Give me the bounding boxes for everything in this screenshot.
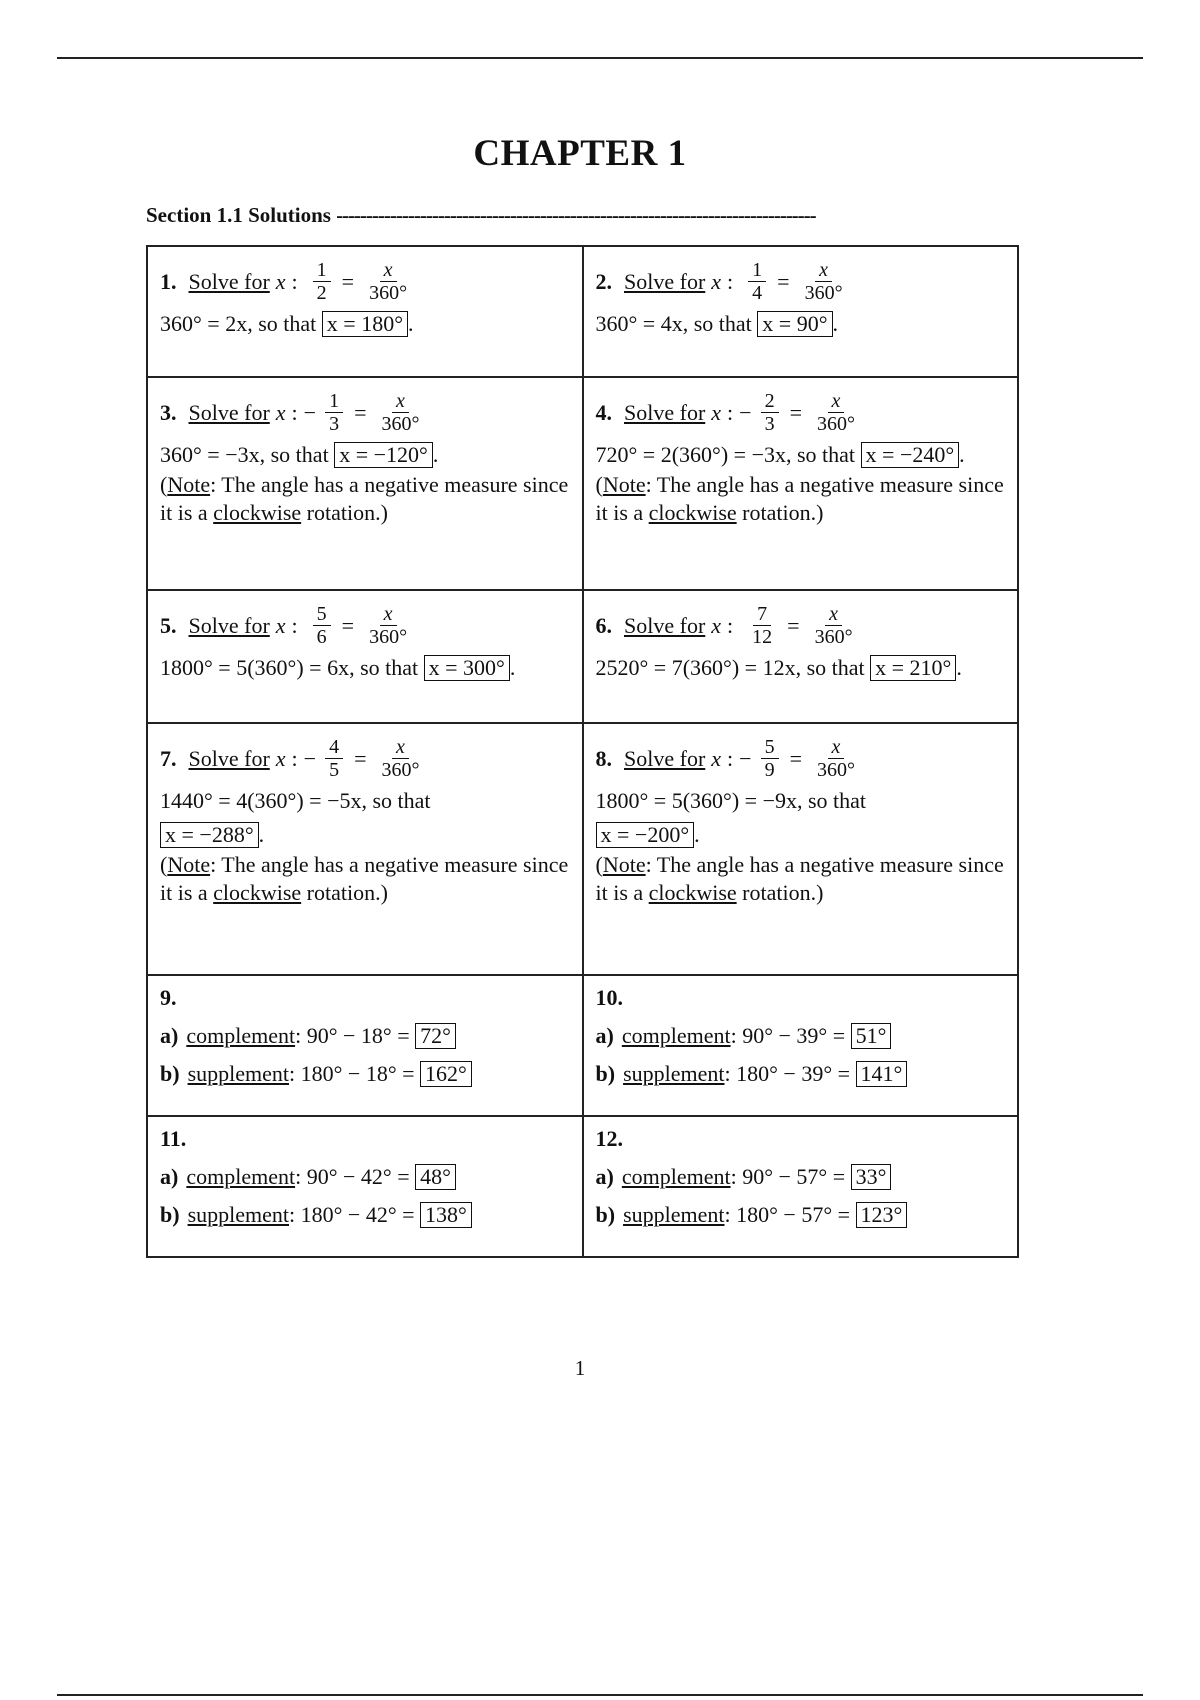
problem-cell [147,1116,583,1257]
problem-statement [596,736,1006,781]
problem-cell [583,1116,1019,1257]
problem-number: 2. [595,268,612,294]
fraction [325,390,343,435]
table-row [147,377,1018,590]
fraction-denominator: 9 [764,759,775,781]
fraction-numerator: x [828,390,845,413]
equals-sign: = [787,612,800,638]
note-open: ( [595,472,603,497]
so-that-label: so that [807,788,867,813]
work-expression: 2520° = 7(360°) = 12x, [595,655,802,680]
complement-label: complement [186,1023,296,1048]
fraction-numerator: 1 [325,390,343,413]
note-open: ( [160,852,168,877]
work-line [596,787,1006,815]
part-letter: a) [595,1164,614,1189]
note-body: : The angle has a negative measure since it is a [160,472,569,525]
note-body: : The angle has a negative measure since it is a [595,852,1004,905]
clockwise-word: clockwise [648,880,737,905]
fraction-numerator: 2 [761,390,779,413]
note-label: Note [167,852,211,877]
work-line: 360° = 4x, so that x = 90° . [595,311,838,336]
solve-for-label: Solve for [624,268,706,294]
note-end: rotation.) [736,500,824,525]
note-end: rotation.) [301,880,388,905]
so-that-label: so that [796,442,856,467]
variable: x [711,399,722,425]
sign: − [303,399,317,425]
problem-cell [583,246,1019,377]
solutions-table [146,245,1019,1258]
note-text [596,851,1006,907]
answer-box: x = 90° [757,311,832,337]
problem-content [596,984,1006,1088]
problem-statement [596,259,1006,304]
fraction [325,736,343,781]
part-letter: a) [160,1164,179,1189]
sign: − [739,745,752,771]
answer-box: x = −200° [596,822,695,848]
problem-statement [160,603,570,648]
problem-number: 9. [160,985,177,1010]
work-line: 720° = 2(360°) = −3x, so that x = −240° . [595,442,965,467]
supplement-answer: 141° [856,1061,908,1087]
problem-cell [583,590,1019,723]
colon: : [727,399,734,425]
problem-content [160,603,570,682]
problem-content [160,390,570,527]
work-line: 360° = −3x, so that x = −120° . [160,442,439,467]
complement-answer: 51° [851,1023,892,1049]
colon: : [730,1023,737,1048]
variable: x [711,745,722,771]
complement-answer: 33° [851,1164,892,1190]
note-open: ( [160,472,168,497]
fraction-denominator: 360° [817,759,855,781]
fraction [313,603,331,648]
fraction [813,390,859,435]
colon: : [289,1061,296,1086]
supplement-label: supplement [623,1061,725,1086]
fraction-denominator: 360° [369,282,408,304]
complement-line [160,1022,570,1050]
complement-answer: 48° [415,1164,456,1190]
note-label: Note [602,472,646,497]
problem-content [596,603,1006,682]
fraction [313,259,331,304]
answer-box: x = −120° [334,442,433,468]
fraction-denominator: 360° [804,282,843,304]
work-line: 2520° = 7(360°) = 12x, so that x = 210° . [595,655,962,680]
answer-line: x = −288° . [160,821,570,849]
variable: x [711,612,722,638]
supplement-expression: 180° − 18° = [300,1061,415,1086]
fraction-denominator: 360° [381,759,420,781]
problem-cell [583,723,1019,975]
supplement-answer: 123° [856,1202,908,1228]
fraction-denominator: 3 [329,413,340,435]
fraction [378,736,424,781]
problem-number: 11. [160,1126,187,1151]
answer-box: x = −288° [160,822,259,848]
part-letter: b) [595,1061,616,1086]
variable: x [275,399,286,425]
colon: : [727,268,734,294]
fraction-denominator: 3 [764,413,775,435]
note-end: rotation.) [301,500,388,525]
equals-sign: = [789,399,802,425]
complement-line [596,1163,1006,1191]
complement-expression: 90° − 39° = [742,1023,846,1048]
colon: : [724,1202,731,1227]
problem-cell [583,377,1019,590]
top-rule [57,57,1143,59]
problem-statement [160,390,570,435]
problem-cell [147,975,583,1116]
problem-content [596,259,1006,338]
supplement-line [596,1201,1006,1229]
complement-line [160,1163,570,1191]
work-line [160,787,570,815]
variable: x [275,612,286,638]
solve-for-label: Solve for [188,268,270,294]
fraction-numerator: 5 [313,603,331,626]
equals-sign: = [341,268,355,294]
supplement-expression: 180° − 39° = [736,1061,851,1086]
bottom-rule [57,1694,1143,1696]
fraction [761,390,779,435]
problem-number: 7. [160,745,177,771]
problem-content [160,1125,570,1229]
colon: : [727,745,734,771]
so-that-label: so that [806,655,865,680]
colon: : [291,745,298,771]
fraction-denominator: 6 [316,626,327,648]
sign: − [303,745,317,771]
colon: : [291,268,298,294]
so-that-label: so that [372,788,431,813]
note-text [160,851,570,907]
equals-sign: = [354,399,367,425]
fraction [801,259,847,304]
problem-number: 1. [160,268,177,294]
fraction-denominator: 12 [752,626,773,648]
problem-content [596,1125,1006,1229]
work-expression: 720° = 2(360°) = −3x, [595,442,792,467]
colon: : [291,612,298,638]
fraction-denominator: 5 [329,759,340,781]
complement-expression: 90° − 57° = [742,1164,846,1189]
supplement-line [160,1201,570,1229]
solve-for-label: Solve for [624,612,706,638]
note-label: Note [602,852,646,877]
fraction-numerator: x [392,390,409,413]
supplement-line [160,1060,570,1088]
fraction [811,603,857,648]
complement-label: complement [621,1164,731,1189]
variable: x [275,268,286,294]
fraction [378,390,424,435]
work-line: 1800° = 5(360°) = 6x, so that x = 300° . [160,655,516,680]
problem-content [596,736,1006,907]
section-dashes: -------------------------------------------------------------------------------- [336,203,816,227]
part-letter: b) [595,1202,616,1227]
work-expression: 360° = 2x, [160,311,253,336]
complement-label: complement [621,1023,731,1048]
fraction-denominator: 360° [369,626,408,648]
supplement-line [596,1060,1006,1088]
problem-cell [147,377,583,590]
fraction [365,603,411,648]
so-that-label: so that [360,655,419,680]
problem-number: 10. [595,985,623,1010]
table-row [147,1116,1018,1257]
work-expression: 1800° = 5(360°) = −9x, [595,788,803,813]
problem-number: 8. [595,745,612,771]
solve-for-label: Solve for [188,612,270,638]
problem-number: 5. [160,612,177,638]
answer-box: x = 210° [870,655,956,681]
work-expression: 360° = 4x, [595,311,689,336]
part-letter: b) [160,1202,180,1227]
work-line: 360° = 2x, so that x = 180° . [160,311,414,336]
problem-number: 12. [595,1126,623,1151]
colon: : [295,1164,302,1189]
solve-for-label: Solve for [188,399,270,425]
supplement-label: supplement [187,1202,289,1227]
problem-cell [147,590,583,723]
fraction-denominator: 360° [381,413,420,435]
equals-sign: = [777,268,790,294]
complement-expression: 90° − 42° = [306,1164,410,1189]
problem-statement [160,259,570,304]
complement-label: complement [186,1164,296,1189]
problem-cell [147,246,583,377]
problem-statement [596,603,1006,648]
so-that-label: so that [693,311,752,336]
note-label: Note [167,472,211,497]
complement-expression: 90° − 18° = [306,1023,410,1048]
fraction-numerator: 7 [753,603,771,626]
problem-number: 3. [160,399,177,425]
complement-line [596,1022,1006,1050]
work-expression: 1440° = 4(360°) = −5x, [160,788,367,813]
chapter-title: CHAPTER 1 [473,133,687,174]
supplement-expression: 180° − 42° = [300,1202,415,1227]
work-expression: 360° = −3x, [160,442,266,467]
equals-sign: = [789,745,802,771]
colon: : [730,1164,737,1189]
fraction [365,259,411,304]
problem-number: 6. [595,612,612,638]
clockwise-word: clockwise [213,880,302,905]
equals-sign: = [354,745,367,771]
answer-box: x = 300° [424,655,510,681]
fraction [748,603,776,648]
fraction-denominator: 360° [814,626,853,648]
so-that-label: so that [270,442,329,467]
answer-box: x = 180° [322,311,408,337]
table-row [147,723,1018,975]
fraction-numerator: 1 [313,259,331,282]
note-end: rotation.) [736,880,824,905]
problem-content [160,984,570,1088]
fraction-denominator: 4 [752,282,763,304]
fraction-numerator: x [828,736,845,759]
supplement-label: supplement [187,1061,289,1086]
variable: x [711,268,722,294]
colon: : [291,399,298,425]
solve-for-label: Solve for [188,745,270,771]
supplement-answer: 162° [420,1061,472,1087]
colon: : [724,1061,731,1086]
fraction [748,259,766,304]
problem-cell [583,975,1019,1116]
table-row [147,590,1018,723]
variable: x [275,745,286,771]
equals-sign: = [341,612,355,638]
fraction-numerator: 1 [748,259,766,282]
part-letter: a) [160,1023,179,1048]
supplement-label: supplement [623,1202,725,1227]
sign: − [739,399,752,425]
answer-line: x = −200° . [596,821,1006,849]
answer-box: x = −240° [861,442,960,468]
solve-for-label: Solve for [624,745,706,771]
problem-content [160,259,570,338]
colon: : [727,612,734,638]
fraction-numerator: x [392,736,409,759]
problem-cell [147,723,583,975]
part-letter: b) [160,1061,180,1086]
section-title: Section 1.1 Solutions [146,203,331,227]
section-heading [146,203,1016,228]
fraction-numerator: x [825,603,842,626]
solve-for-label: Solve for [624,399,706,425]
colon: : [295,1023,302,1048]
clockwise-word: clockwise [213,500,302,525]
fraction-numerator: x [815,259,832,282]
fraction [813,736,859,781]
fraction-numerator: x [380,259,397,282]
problem-statement [596,390,1006,435]
problem-number: 4. [595,399,612,425]
fraction-numerator: 5 [761,736,779,759]
supplement-expression: 180° − 57° = [736,1202,851,1227]
fraction-denominator: 360° [817,413,855,435]
problem-content [596,390,1006,527]
note-text [160,471,570,527]
note-text [596,471,1006,527]
colon: : [289,1202,296,1227]
fraction [761,736,779,781]
complement-answer: 72° [415,1023,456,1049]
note-body: : The angle has a negative measure since it is a [160,852,569,905]
fraction-numerator: x [380,603,397,626]
problem-content [160,736,570,907]
supplement-answer: 138° [420,1202,472,1228]
note-open: ( [595,852,603,877]
so-that-label: so that [258,311,317,336]
table-row [147,975,1018,1116]
clockwise-word: clockwise [648,500,737,525]
problem-statement [160,736,570,781]
fraction-denominator: 2 [316,282,327,304]
page-number: 1 [574,1356,586,1380]
note-body: : The angle has a negative measure since it is a [595,472,1004,525]
work-expression: 1800° = 5(360°) = 6x, [160,655,355,680]
table-row [147,246,1018,377]
part-letter: a) [595,1023,614,1048]
fraction-numerator: 4 [325,736,343,759]
